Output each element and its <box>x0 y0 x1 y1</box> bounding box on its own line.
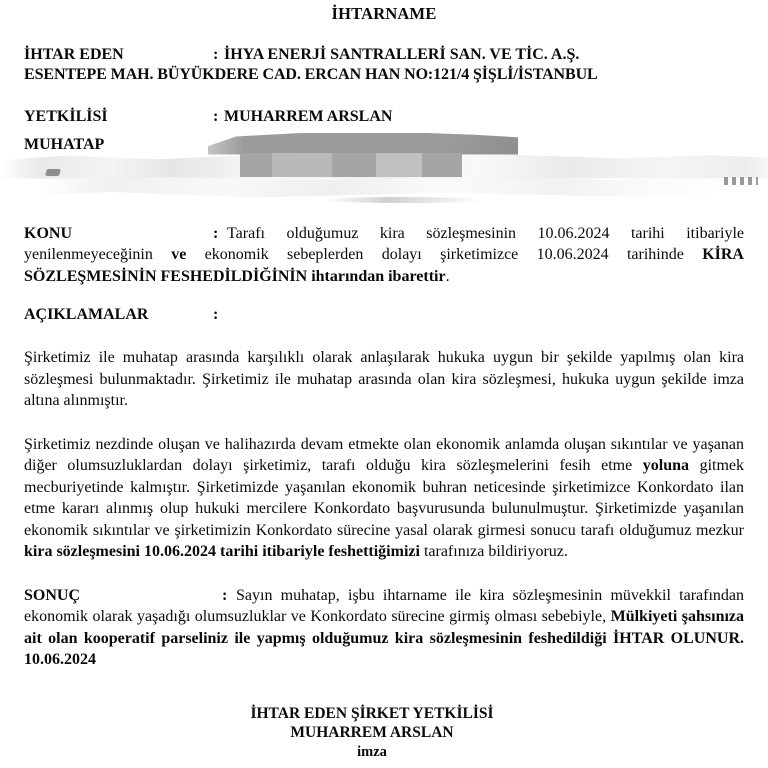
sonuc-paragraph <box>24 585 744 671</box>
field-label-yetkilisi: YETKİLİSİ <box>24 107 108 125</box>
konu-text-2: ekonomik sebeplerden dolayı şirketimizce 10.06.2024 tarihinde <box>186 246 703 263</box>
field-row-ihtar-eden <box>24 45 744 65</box>
konu-text-1: Tarafı olduğumuz kira sözleşmesinin 10.06.2024 tarihi itibariyle yenilenmeyeceğinin <box>24 224 744 263</box>
field-row-yetkilisi <box>24 107 744 127</box>
aciklamalar-paragraph-1: Şirketimiz ile muhatap arasında karşılıklı olarak anlaşılarak hukuka uygun bir şekilde yapılmış olan kira sözleşmesi bulunmaktadır. Şirketimiz ile muhatap arasında olan kira sözleşmesi, hukuka uygun şekilde imza altına alınmıştır. <box>24 349 744 409</box>
field-colon-konu: : <box>213 224 219 242</box>
signature-block <box>0 704 744 763</box>
konu-paragraph <box>24 223 744 288</box>
field-colon-aciklamalar: : <box>213 306 219 323</box>
redaction-smudge-right <box>724 177 758 185</box>
field-value-yetkilisi: MUHARREM ARSLAN <box>224 107 393 125</box>
redaction-block-primary <box>208 133 518 155</box>
field-label-ihtar-eden: İHTAR EDEN <box>24 45 124 63</box>
sonuc-text-1: Sayın muhatap, işbu ihtarname ile kira sözleşmesinin müvekkil tarafından ekonomik olarak yaşadığı olumsuzluklar ve Konkordato sürecine girmiş olması sebebiyle, <box>24 586 744 625</box>
redaction-smudge-left <box>45 169 61 176</box>
field-label-muhatap: MUHATAP <box>24 135 105 153</box>
muhatap-section <box>24 131 744 223</box>
field-colon-yetkilisi: : <box>213 107 219 125</box>
field-value-ihtar-eden: İHYA ENERJİ SANTRALLERİ SAN. VE TİC. A.Ş. <box>224 45 580 63</box>
konu-text-3: . <box>445 267 450 285</box>
redaction-smudge-center <box>324 197 484 203</box>
field-label-sonuc: SONUÇ <box>24 586 81 604</box>
konu-bold-1: ve <box>171 246 187 263</box>
signature-line-title: İHTAR EDEN ŞİRKET YETKİLİSİ <box>250 704 494 722</box>
sonuc-bold-1: Mülkiyeti şahsınıza ait olan kooperatif parseliniz ile yapmış olduğumuz kira sözleşmesinin feshedildiği İHTAR OLUNUR. 10.06.2024 <box>24 608 745 668</box>
field-colon-sonuc: : <box>222 586 228 604</box>
field-colon-ihtar-eden: : <box>213 45 219 63</box>
field-value-ihtar-eden-address: ESENTEPE MAH. BÜYÜKDERE CAD. ERCAN HAN NO:121/4 ŞİŞLİ/İSTANBUL <box>24 65 598 83</box>
aciklamalar-p2-text-c: tarafınıza bildiriyoruz. <box>419 543 568 560</box>
aciklamalar-p2-bold-2: kira sözleşmesini 10.06.2024 tarihi itibariyle feshettiğimizi <box>24 543 420 560</box>
aciklamalar-heading <box>24 305 744 325</box>
signature-line-imza: imza <box>357 743 387 760</box>
signature-line-name: MUHARREM ARSLAN <box>290 724 454 741</box>
aciklamalar-p2-text-b: gitmek mecburiyetinde kalmıştır. Şirketimizde yaşanılan ekonomik buhran neticesinde şirketimizce Konkordato ilan etme kararı alınmış olup hukuki mercilere Konkordato başvurusunda bulunulmuştur. Şirketimizde yaşanılan ekonomik sıkıntılar ve şirketimizin Konkordato sürecine yasal olarak girmesi sonucu tarafı olduğumuz mezkur <box>24 457 745 539</box>
aciklamalar-paragraph-2 <box>24 434 744 563</box>
field-label-aciklamalar: AÇIKLAMALAR <box>24 306 149 323</box>
redaction-block-quaternary <box>376 153 422 177</box>
konu-bold-2: KİRA SÖZLEŞMESİNİN FESHEDİLDİĞİNİN ihtarından ibarettir <box>24 246 744 285</box>
redaction-wash-band-lower <box>40 177 740 199</box>
page-title: İHTARNAME <box>331 4 437 23</box>
redaction-block-tertiary <box>272 153 332 177</box>
field-label-konu: KONU <box>24 224 72 242</box>
aciklamalar-p2-bold-1: yoluna <box>642 457 690 474</box>
aciklamalar-p2-text-a: Şirketimiz nezdinde oluşan ve halihazırda devam etmekte olan ekonomik anlamda oluşan sıkıntılar ve yaşanan diğer olumsuzluklardan dolayı şirketimiz, tarafı olduğu kira sözleşmelerini fesih etme <box>24 435 744 474</box>
